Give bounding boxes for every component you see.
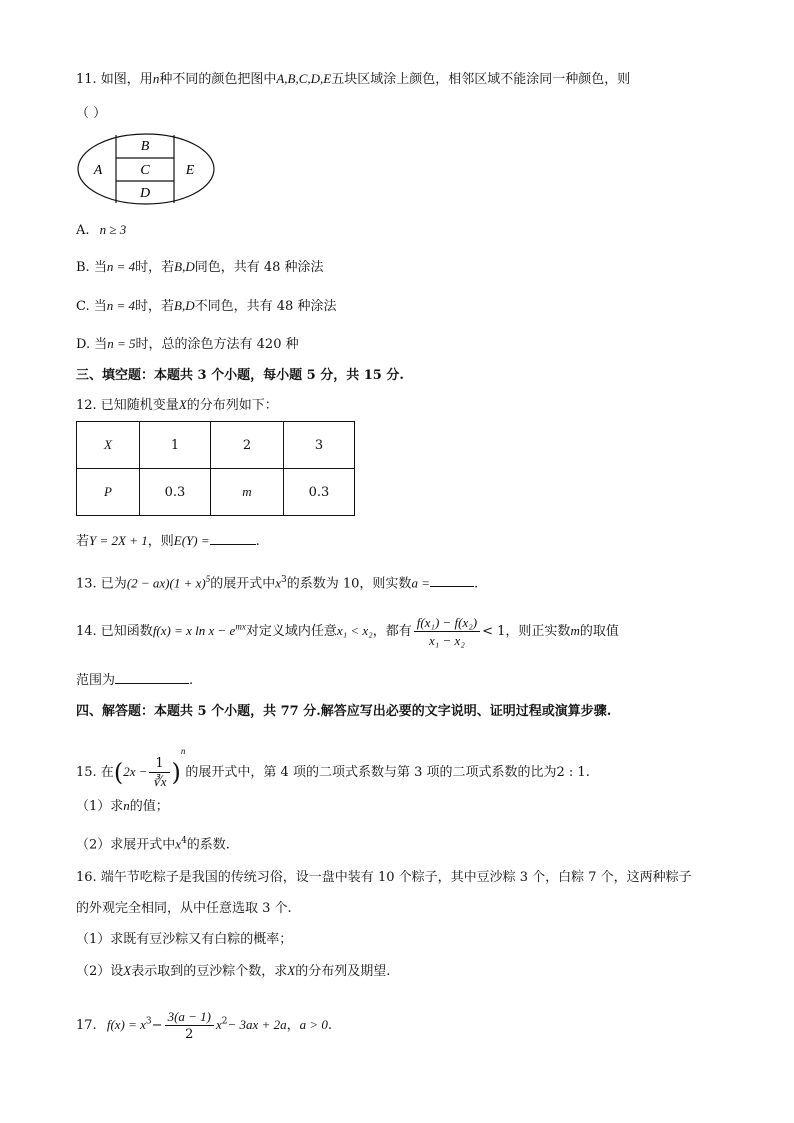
q15-text: 15. 在 bbox=[76, 765, 114, 780]
q11-option-d bbox=[76, 335, 299, 354]
q15-text: . bbox=[585, 765, 590, 780]
q17-exponent: 3 bbox=[145, 1016, 152, 1027]
q14-text: 对定义域内任意 bbox=[245, 624, 337, 639]
q14-text: . bbox=[189, 673, 194, 688]
region-label-e: E bbox=[185, 163, 195, 178]
region-label-b: B bbox=[140, 139, 150, 154]
answer-blank[interactable] bbox=[115, 683, 189, 684]
q12-question bbox=[76, 532, 260, 551]
table-cell: m bbox=[211, 469, 284, 516]
table-row bbox=[77, 422, 355, 469]
q11-region-diagram bbox=[74, 130, 218, 208]
q16-var: X bbox=[287, 963, 296, 978]
q13-text: 13. 已为 bbox=[76, 576, 127, 592]
q15-text: 的展开式中，第 4 项的二项式系数与第 3 项的二项式系数的比为 bbox=[185, 765, 557, 780]
section4-heading: 四、解答题：本题共 5 个小题，共 77 分.解答应写出必要的文字说明、证明过程或演算步骤. bbox=[76, 704, 612, 719]
region-label-d: D bbox=[139, 186, 151, 201]
fraction-denominator: x₁ − x₂ bbox=[428, 633, 465, 648]
q14-exponent: mx bbox=[235, 621, 246, 632]
q17-stem bbox=[76, 1008, 332, 1043]
q15-part1 bbox=[76, 797, 169, 816]
q12-text: . bbox=[255, 534, 260, 549]
fraction-numerator: 1 bbox=[149, 755, 169, 773]
q13-text: . bbox=[473, 576, 479, 592]
option-label: D. 当 bbox=[76, 337, 108, 352]
option-label: B. 当 bbox=[76, 260, 107, 275]
q14-line2 bbox=[76, 672, 193, 690]
q15-text: 的值； bbox=[129, 799, 169, 814]
q11-stem bbox=[76, 70, 630, 89]
q15-ratio: 2 : 1 bbox=[556, 765, 586, 780]
q17-text: ， bbox=[286, 1018, 300, 1033]
table-cell: 2 bbox=[211, 422, 284, 469]
region-label-c: C bbox=[140, 163, 150, 178]
q13-exponent: 3 bbox=[281, 575, 287, 585]
q14-stem bbox=[76, 614, 619, 649]
q15-fraction bbox=[149, 755, 169, 790]
q16-var: X bbox=[123, 963, 132, 978]
q11-text: 11. 如图，用 bbox=[76, 72, 153, 87]
fraction-numerator: 3(a − 1) bbox=[165, 1008, 214, 1026]
option-text: 时，若 bbox=[135, 299, 175, 314]
q13-text: 的系数为 10，则实数 bbox=[286, 576, 412, 592]
option-text: 时，总的涂色方法有 420 种 bbox=[135, 337, 299, 352]
q15-text: （2）求展开式中 bbox=[76, 837, 176, 853]
q11-text: 五块区域涂上颜色，相邻区域不能涂同一种颜色，则 bbox=[331, 72, 631, 87]
answer-blank[interactable] bbox=[430, 586, 474, 587]
q15-term: x bbox=[175, 836, 182, 852]
table-cell: 3 bbox=[284, 422, 355, 469]
table-cell: X bbox=[77, 422, 140, 469]
option-math: n = 4 bbox=[106, 298, 136, 313]
q17-math: x bbox=[216, 1017, 222, 1032]
q16-text: （2）设 bbox=[76, 964, 124, 979]
q14-fraction bbox=[414, 614, 480, 649]
q13-var: a = bbox=[411, 575, 430, 591]
q14-text: ，则正实数 bbox=[505, 624, 571, 639]
q15-exponent: 4 bbox=[181, 836, 187, 846]
option-math: n ≥ 3 bbox=[99, 222, 127, 237]
q14-math: f(x) = x ln x − e bbox=[152, 623, 236, 638]
table-cell: 1 bbox=[140, 422, 211, 469]
q11-option-a bbox=[76, 221, 126, 240]
q15-var: n bbox=[123, 798, 130, 813]
option-text: 不同色，共有 48 种涂法 bbox=[194, 299, 337, 314]
fraction-denominator: ∛x bbox=[152, 774, 167, 789]
fraction-denominator: 2 bbox=[185, 1027, 194, 1042]
q13-stem bbox=[76, 570, 478, 593]
q14-text: ，都有 bbox=[372, 624, 412, 639]
table-cell: 0.3 bbox=[140, 469, 211, 516]
q17-text: . bbox=[327, 1018, 333, 1033]
q14-text: 的取值 bbox=[579, 624, 619, 639]
q17-math: − bbox=[151, 1018, 163, 1033]
q15-exponent: n bbox=[180, 746, 186, 756]
q16-line2: 的外观完全相同，从中任意选取 3 个. bbox=[76, 901, 292, 916]
q13-math: (2 − ax)(1 + x) bbox=[126, 575, 206, 591]
q12-stem bbox=[76, 396, 278, 415]
q14-var: m bbox=[570, 623, 580, 638]
q11-paren: （ ） bbox=[76, 106, 107, 121]
q17-math: f(x) = x bbox=[106, 1017, 146, 1032]
q15-part2 bbox=[76, 832, 230, 854]
q13-text: 的展开式中 bbox=[210, 576, 276, 592]
section3-heading: 三、填空题：本题共 3 个小题，每小题 5 分，共 15 分. bbox=[76, 368, 404, 383]
option-math: n = 4 bbox=[106, 259, 136, 274]
table-row bbox=[77, 469, 355, 516]
q12-math: Y = 2X + 1 bbox=[89, 533, 148, 548]
table-cell: 0.3 bbox=[284, 469, 355, 516]
q12-var: X bbox=[178, 397, 187, 412]
q12-text: 的分布列如下： bbox=[186, 398, 278, 413]
q12-text: 12. 已知随机变量 bbox=[76, 398, 179, 413]
q17-fraction bbox=[165, 1008, 214, 1043]
q16-part2 bbox=[76, 962, 390, 981]
q13-term: x bbox=[275, 575, 282, 591]
q16-text: 表示取到的豆沙粽个数，求 bbox=[131, 964, 288, 979]
q11-text: 种不同的颜色把图中 bbox=[159, 72, 277, 87]
q16-part1: （1）求既有豆沙粽又有白粽的概率； bbox=[76, 932, 293, 947]
distribution-table bbox=[76, 421, 355, 516]
q16-text: 的分布列及期望. bbox=[295, 964, 391, 979]
q17-exponent: 2 bbox=[221, 1016, 228, 1027]
q17-math: − 3ax + 2a bbox=[227, 1017, 287, 1032]
q14-math: < 1 bbox=[482, 624, 506, 639]
q17-label: 17. bbox=[76, 1018, 97, 1033]
answer-blank[interactable] bbox=[210, 544, 256, 545]
region-label-a: A bbox=[93, 163, 103, 178]
q12-text: 若 bbox=[76, 534, 90, 549]
q17-condition: a > 0 bbox=[299, 1017, 328, 1032]
q11-option-c bbox=[76, 297, 336, 316]
right-paren: ) bbox=[171, 758, 181, 787]
q12-math: E(Y) = bbox=[173, 533, 210, 548]
q14-text: 14. 已知函数 bbox=[76, 624, 153, 639]
q11-var-n: n bbox=[152, 71, 160, 86]
q11-option-b bbox=[76, 258, 324, 277]
option-vars: B,D bbox=[174, 298, 195, 313]
fraction-numerator: f(x₁) − f(x₂) bbox=[414, 614, 480, 632]
table-cell: P bbox=[77, 469, 140, 516]
q15-math: 2x − bbox=[123, 764, 148, 779]
option-text: 时，若 bbox=[135, 260, 175, 275]
q14-math: x₁ < x₂ bbox=[336, 623, 373, 638]
q11-regions: A,B,C,D,E bbox=[276, 71, 332, 86]
q15-text: （1）求 bbox=[76, 799, 124, 814]
option-text: 同色，共有 48 种涂法 bbox=[194, 260, 324, 275]
option-label: C. 当 bbox=[76, 299, 107, 314]
option-label: A. bbox=[76, 223, 90, 238]
q15-stem bbox=[76, 742, 590, 790]
q14-text: 范围为 bbox=[76, 673, 116, 688]
q15-text: 的系数. bbox=[186, 837, 230, 853]
option-vars: B,D bbox=[174, 259, 195, 274]
left-paren: ( bbox=[113, 758, 124, 787]
q13-exponent: 5 bbox=[205, 574, 211, 584]
q16-line1: 16. 端午节吃粽子是我国的传统习俗，设一盘中装有 10 个粽子，其中豆沙粽 3 个，白粽 7 个，这两种粽子 bbox=[76, 870, 692, 885]
option-math: n = 5 bbox=[107, 336, 136, 351]
q12-text: ，则 bbox=[147, 534, 174, 549]
